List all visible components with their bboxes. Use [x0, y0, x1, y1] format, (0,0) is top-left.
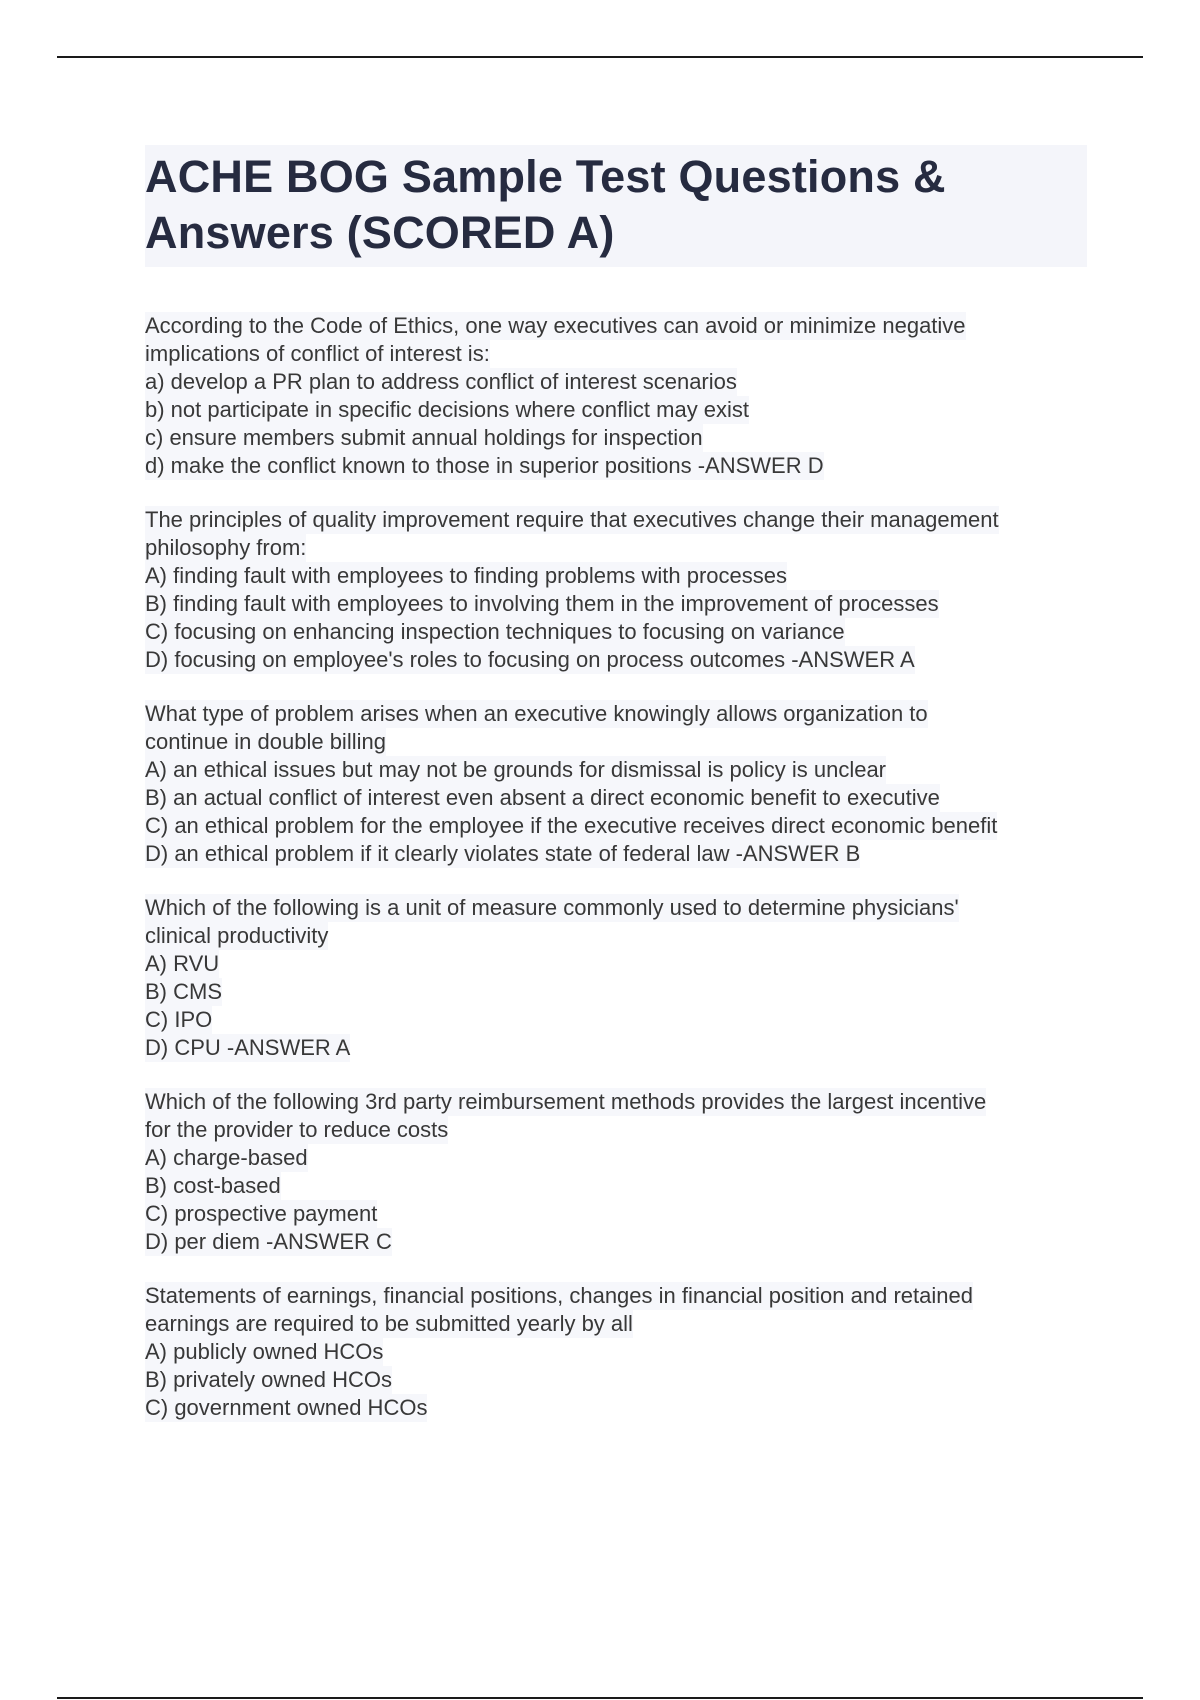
answer-option: C) focusing on enhancing inspection techniques to focusing on variance: [145, 619, 845, 644]
question-stem: earnings are required to be submitted yearly by all: [145, 1311, 633, 1336]
question-stem: for the provider to reduce costs: [145, 1117, 449, 1142]
question-stem: philosophy from:: [145, 535, 307, 560]
question-stem: Statements of earnings, financial positions, changes in financial position and retained: [145, 1283, 973, 1308]
question-stem: The principles of quality improvement require that executives change their management: [145, 507, 999, 532]
question-4: [145, 894, 1095, 1062]
answer-option: D) per diem -ANSWER C: [145, 1229, 392, 1254]
header-rule: [57, 56, 1143, 58]
question-3: [145, 700, 1095, 868]
title-line-2: Answers (SCORED A): [145, 207, 615, 258]
answer-option: b) not participate in specific decisions where conflict may exist: [145, 397, 750, 422]
answer-option: A) finding fault with employees to finding problems with processes: [145, 563, 787, 588]
question-stem: What type of problem arises when an executive knowingly allows organization to: [145, 701, 928, 726]
answer-option: A) RVU: [145, 951, 220, 976]
answer-option: C) IPO: [145, 1007, 213, 1032]
answer-option: C) government owned HCOs: [145, 1395, 428, 1420]
answer-option: B) finding fault with employees to involving them in the improvement of processes: [145, 591, 939, 616]
answer-option: D) focusing on employee's roles to focusing on process outcomes -ANSWER A: [145, 647, 915, 672]
question-stem: implications of conflict of interest is:: [145, 341, 490, 366]
question-1: [145, 312, 1095, 480]
answer-option: B) CMS: [145, 979, 222, 1004]
answer-option: c) ensure members submit annual holdings for inspection: [145, 425, 703, 450]
answer-option: B) cost-based: [145, 1173, 281, 1198]
title-line-1: ACHE BOG Sample Test Questions &: [145, 151, 946, 202]
answer-option: a) develop a PR plan to address conflict of interest scenarios: [145, 369, 737, 394]
question-6: [145, 1282, 1095, 1422]
question-stem: According to the Code of Ethics, one way executives can avoid or minimize negative: [145, 313, 966, 338]
question-stem: Which of the following 3rd party reimbursement methods provides the largest incentive: [145, 1089, 987, 1114]
question-stem: continue in double billing: [145, 729, 386, 754]
question-5: [145, 1088, 1095, 1256]
footer-rule: [57, 1697, 1143, 1699]
title-block: [145, 145, 1087, 267]
question-2: [145, 506, 1095, 674]
answer-option: A) charge-based: [145, 1145, 308, 1170]
answer-option: d) make the conflict known to those in superior positions -ANSWER D: [145, 453, 824, 478]
answer-option: C) an ethical problem for the employee if the executive receives direct economic benefit: [145, 813, 998, 838]
answer-option: D) an ethical problem if it clearly violates state of federal law -ANSWER B: [145, 841, 861, 866]
question-stem: clinical productivity: [145, 923, 329, 948]
answer-option: B) an actual conflict of interest even absent a direct economic benefit to executive: [145, 785, 940, 810]
answer-option: A) publicly owned HCOs: [145, 1339, 384, 1364]
answer-option: C) prospective payment: [145, 1201, 378, 1226]
question-stem: Which of the following is a unit of measure commonly used to determine physicians': [145, 895, 959, 920]
question-list: [145, 312, 1095, 1448]
answer-option: A) an ethical issues but may not be grounds for dismissal is policy is unclear: [145, 757, 887, 782]
answer-option: D) CPU -ANSWER A: [145, 1035, 351, 1060]
page-title: [145, 149, 1087, 261]
answer-option: B) privately owned HCOs: [145, 1367, 392, 1392]
